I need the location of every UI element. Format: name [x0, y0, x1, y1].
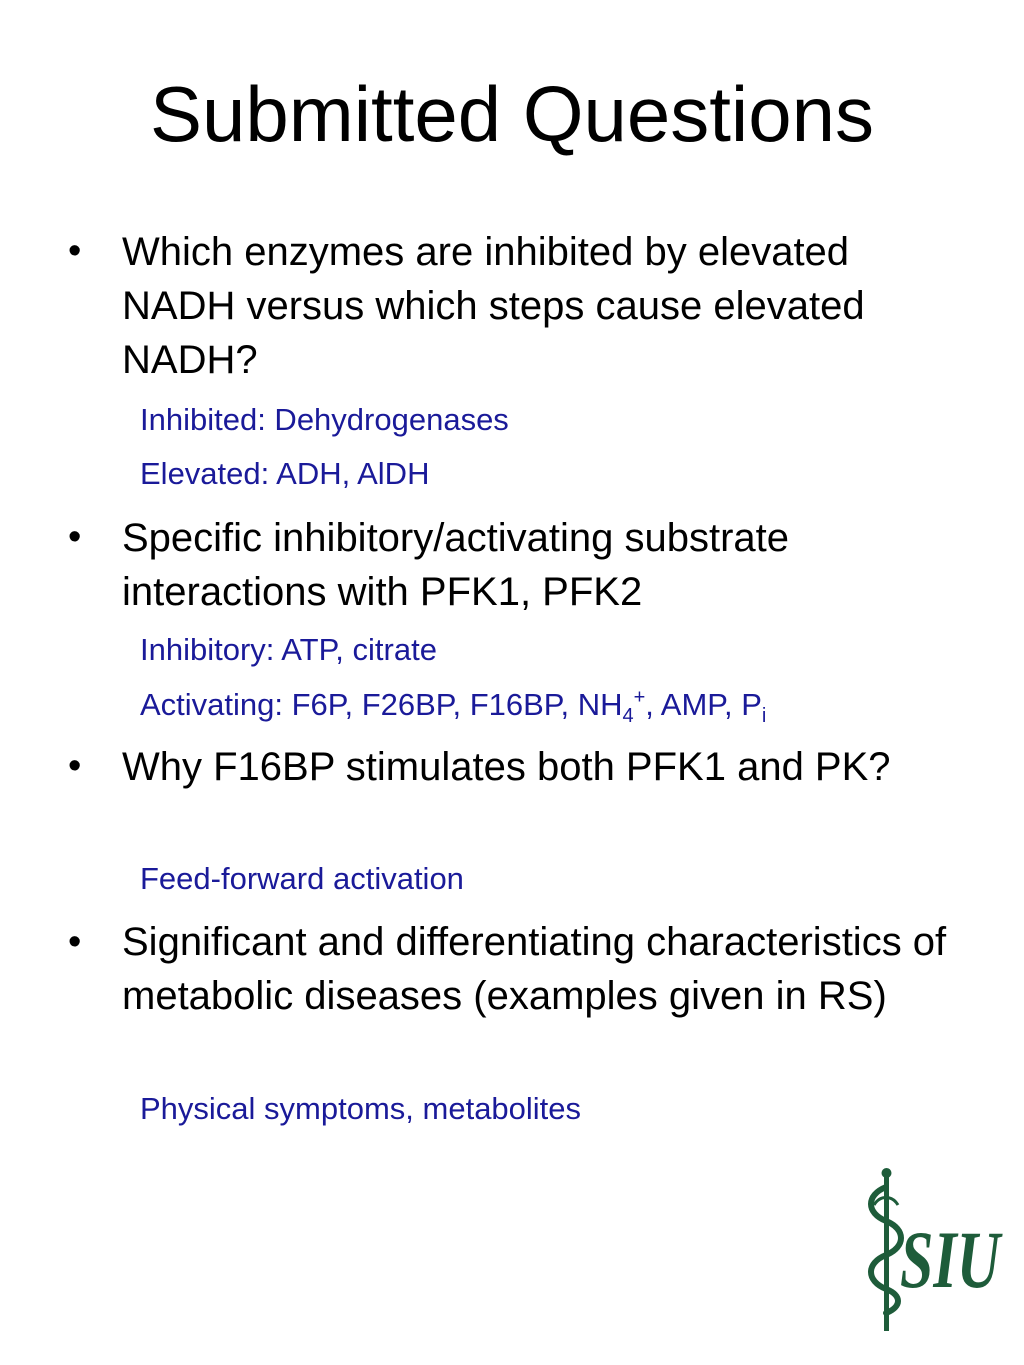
logo-text: SIU — [900, 1214, 1003, 1305]
bullet-question: Why F16BP stimulates both PFK1 and PK? — [122, 745, 891, 789]
bullet-question: Significant and differentiating characteristics of metabolic diseases (examples given in RS) — [122, 920, 947, 1018]
answer-line: Feed-forward activation — [140, 861, 464, 896]
bullet-dot: • — [68, 921, 82, 963]
phosphate-subscript: i — [761, 705, 767, 728]
bullet-dot: • — [68, 516, 82, 558]
caduceus-icon — [871, 1168, 901, 1331]
answer-line-activating — [140, 685, 767, 728]
bullet-question: Specific inhibitory/activating substrate interactions with PFK1, PFK2 — [122, 516, 789, 614]
bullet-question: Which enzymes are inhibited by elevated NADH versus which steps cause elevated NADH? — [122, 230, 865, 382]
siu-logo-graphic — [862, 1165, 1007, 1335]
answer-line: Elevated: ADH, AlDH — [140, 456, 430, 491]
ammonium-subscript: 4 — [622, 705, 634, 728]
bullet-dot: • — [68, 230, 82, 272]
activating-prefix: Activating: F6P, F26BP, F16BP, NH — [140, 687, 623, 722]
answer-line: Physical symptoms, metabolites — [140, 1091, 582, 1126]
activating-middle: , AMP, P — [645, 687, 762, 722]
answer-line: Inhibitory: ATP, citrate — [140, 632, 437, 667]
answer-line: Inhibited: Dehydrogenases — [140, 402, 509, 437]
ammonium-superscript: + — [633, 686, 646, 709]
bullet-dot: • — [68, 745, 82, 787]
siu-logo — [862, 1165, 1007, 1335]
slide-title: Submitted Questions — [149, 70, 875, 158]
